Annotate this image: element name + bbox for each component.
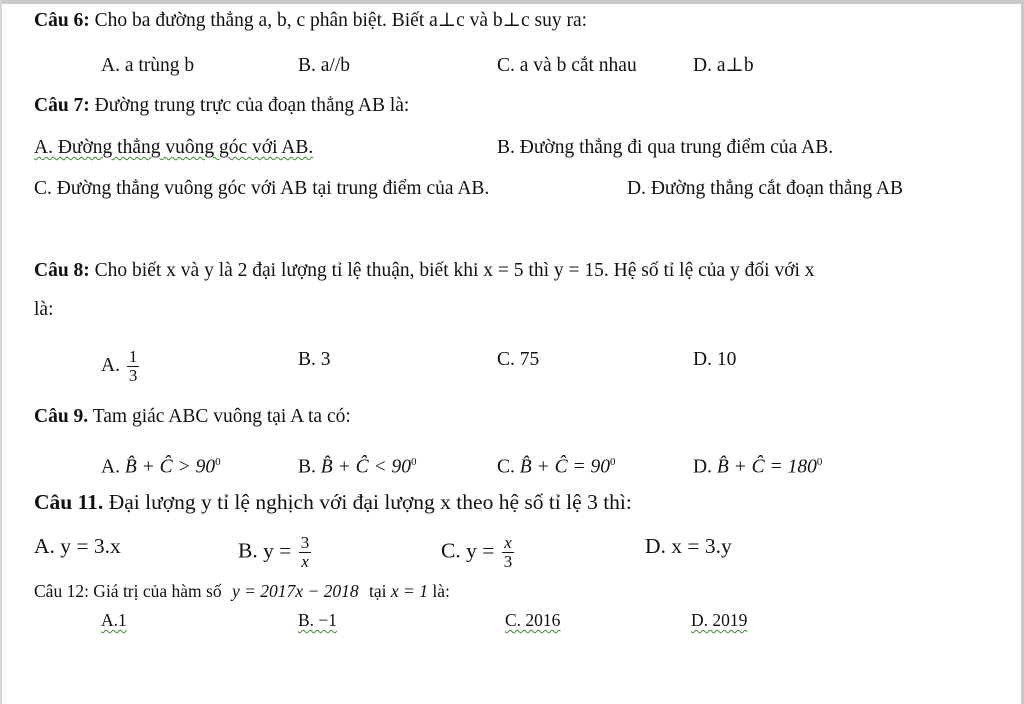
q9-option-d-label: D. <box>693 456 712 478</box>
q12-expr2: x = 1 <box>390 581 428 601</box>
q9-option-c <box>497 450 616 480</box>
q9-option-d-degree: 0 <box>816 456 823 468</box>
q9-option-c-degree: 0 <box>610 456 616 468</box>
q7-option-a <box>34 136 313 160</box>
q6-option-a: A. a trùng b <box>101 55 195 76</box>
q8-fraction-denominator: 3 <box>128 366 138 385</box>
q9-option-a <box>101 450 221 480</box>
q9-option-a-degree: 0 <box>215 456 221 468</box>
q9-option-b-label: B. <box>298 456 316 478</box>
q12-option-a <box>101 608 297 632</box>
q8-text: Cho biết x và y là 2 đại lượng tỉ lệ thuận, biết khi x = 5 thì y = 15. Hệ số tỉ lệ của y đối với x <box>94 260 815 281</box>
q12-option-a-text: A.1 <box>101 610 127 630</box>
q11-text: Đại lượng y tỉ lệ nghịch với đại lượng x theo hệ số tỉ lệ 3 thì: <box>108 490 632 514</box>
q11-option-b-denominator: x <box>301 552 309 571</box>
q7-option-c: C. Đường thẳng vuông góc với AB tại trung điểm của AB. <box>34 178 490 199</box>
q6-option-c: C. a và b cắt nhau <box>497 55 637 76</box>
q6-text: Cho ba đường thẳng a, b, c phân biệt. Biết a⊥c và b⊥c suy ra: <box>94 10 588 31</box>
q12-option-c <box>505 608 680 632</box>
q9-option-b-degree: 0 <box>411 456 417 468</box>
q8-option-a-fraction <box>127 348 140 385</box>
q9-option-a-label: A. <box>101 456 120 478</box>
q12-option-b-text: B. −1 <box>298 610 338 630</box>
q9-option-d-expr: B̂ + Ĉ = 180 <box>716 456 817 478</box>
q11-option-d: D. x = 3.y <box>645 534 732 558</box>
q11-option-c-label: C. y = <box>441 538 495 563</box>
q6-question <box>34 9 587 33</box>
q8-option-d: D. 10 <box>693 349 737 370</box>
q9-option-a-expr: B̂ + Ĉ > 90 <box>124 456 216 478</box>
q11-option-a: A. y = 3.x <box>34 534 121 558</box>
q7-text: Đường trung trực của đoạn thẳng AB là: <box>94 95 410 116</box>
q8-title: Câu 8: <box>34 260 90 281</box>
q8-option-c: C. 75 <box>497 349 540 370</box>
q9-option-b <box>298 450 417 480</box>
q7-option-a-text: A. Đường thẳng vuông góc với AB. <box>34 137 314 158</box>
q12-question <box>34 579 450 603</box>
q11-option-c-fraction <box>502 534 515 571</box>
q12-prefix: Câu 12: Giá trị của hàm số <box>34 581 222 601</box>
q12-option-b <box>298 608 505 632</box>
q7-title: Câu 7: <box>34 95 90 116</box>
q7-option-b: B. Đường thẳng đi qua trung điểm của AB. <box>497 137 834 158</box>
q12-suffix: là: <box>432 581 450 601</box>
q6-option-d: D. a⊥b <box>693 55 754 76</box>
q12-mid: tại <box>369 581 387 601</box>
q11-option-b-numerator: 3 <box>300 533 310 552</box>
q8-question-cont: là: <box>34 299 54 320</box>
q9-option-c-label: C. <box>497 456 515 478</box>
q9-title: Câu 9. <box>34 406 89 427</box>
q7-question <box>34 94 409 118</box>
q6-option-b: B. a//b <box>298 55 350 76</box>
q9-option-c-expr: B̂ + Ĉ = 90 <box>519 456 611 478</box>
q6-title: Câu 6: <box>34 10 90 31</box>
q11-option-b-label: B. y = <box>238 538 292 563</box>
q8-fraction-numerator: 1 <box>128 347 138 366</box>
q9-text: Tam giác ABC vuông tại A ta có: <box>92 406 351 427</box>
q9-question <box>34 405 351 429</box>
q8-option-a-label: A. <box>101 354 120 376</box>
q11-title: Câu 11. <box>34 490 104 514</box>
q12-expr: y = 2017x − 2018 <box>231 581 359 601</box>
q9-option-b-expr: B̂ + Ĉ < 90 <box>320 456 412 478</box>
window-left-border <box>0 0 2 704</box>
q12-option-d-text: D. 2019 <box>691 610 748 630</box>
q12-option-d <box>691 608 747 632</box>
q8-option-b: B. 3 <box>298 349 331 370</box>
q7-option-d: D. Đường thẳng cắt đoạn thẳng AB <box>627 178 903 199</box>
q11-option-c <box>441 534 516 571</box>
q11-option-c-denominator: 3 <box>503 552 513 571</box>
q11-question <box>34 490 632 514</box>
q9-option-d <box>693 450 822 480</box>
window-top-border <box>0 0 1024 4</box>
q8-question <box>34 259 815 283</box>
q11-option-b-fraction <box>299 534 312 571</box>
q11-option-c-numerator: x <box>504 533 512 552</box>
q8-option-a <box>101 348 141 385</box>
q12-option-c-text: C. 2016 <box>505 610 561 630</box>
q11-option-b <box>238 534 313 571</box>
